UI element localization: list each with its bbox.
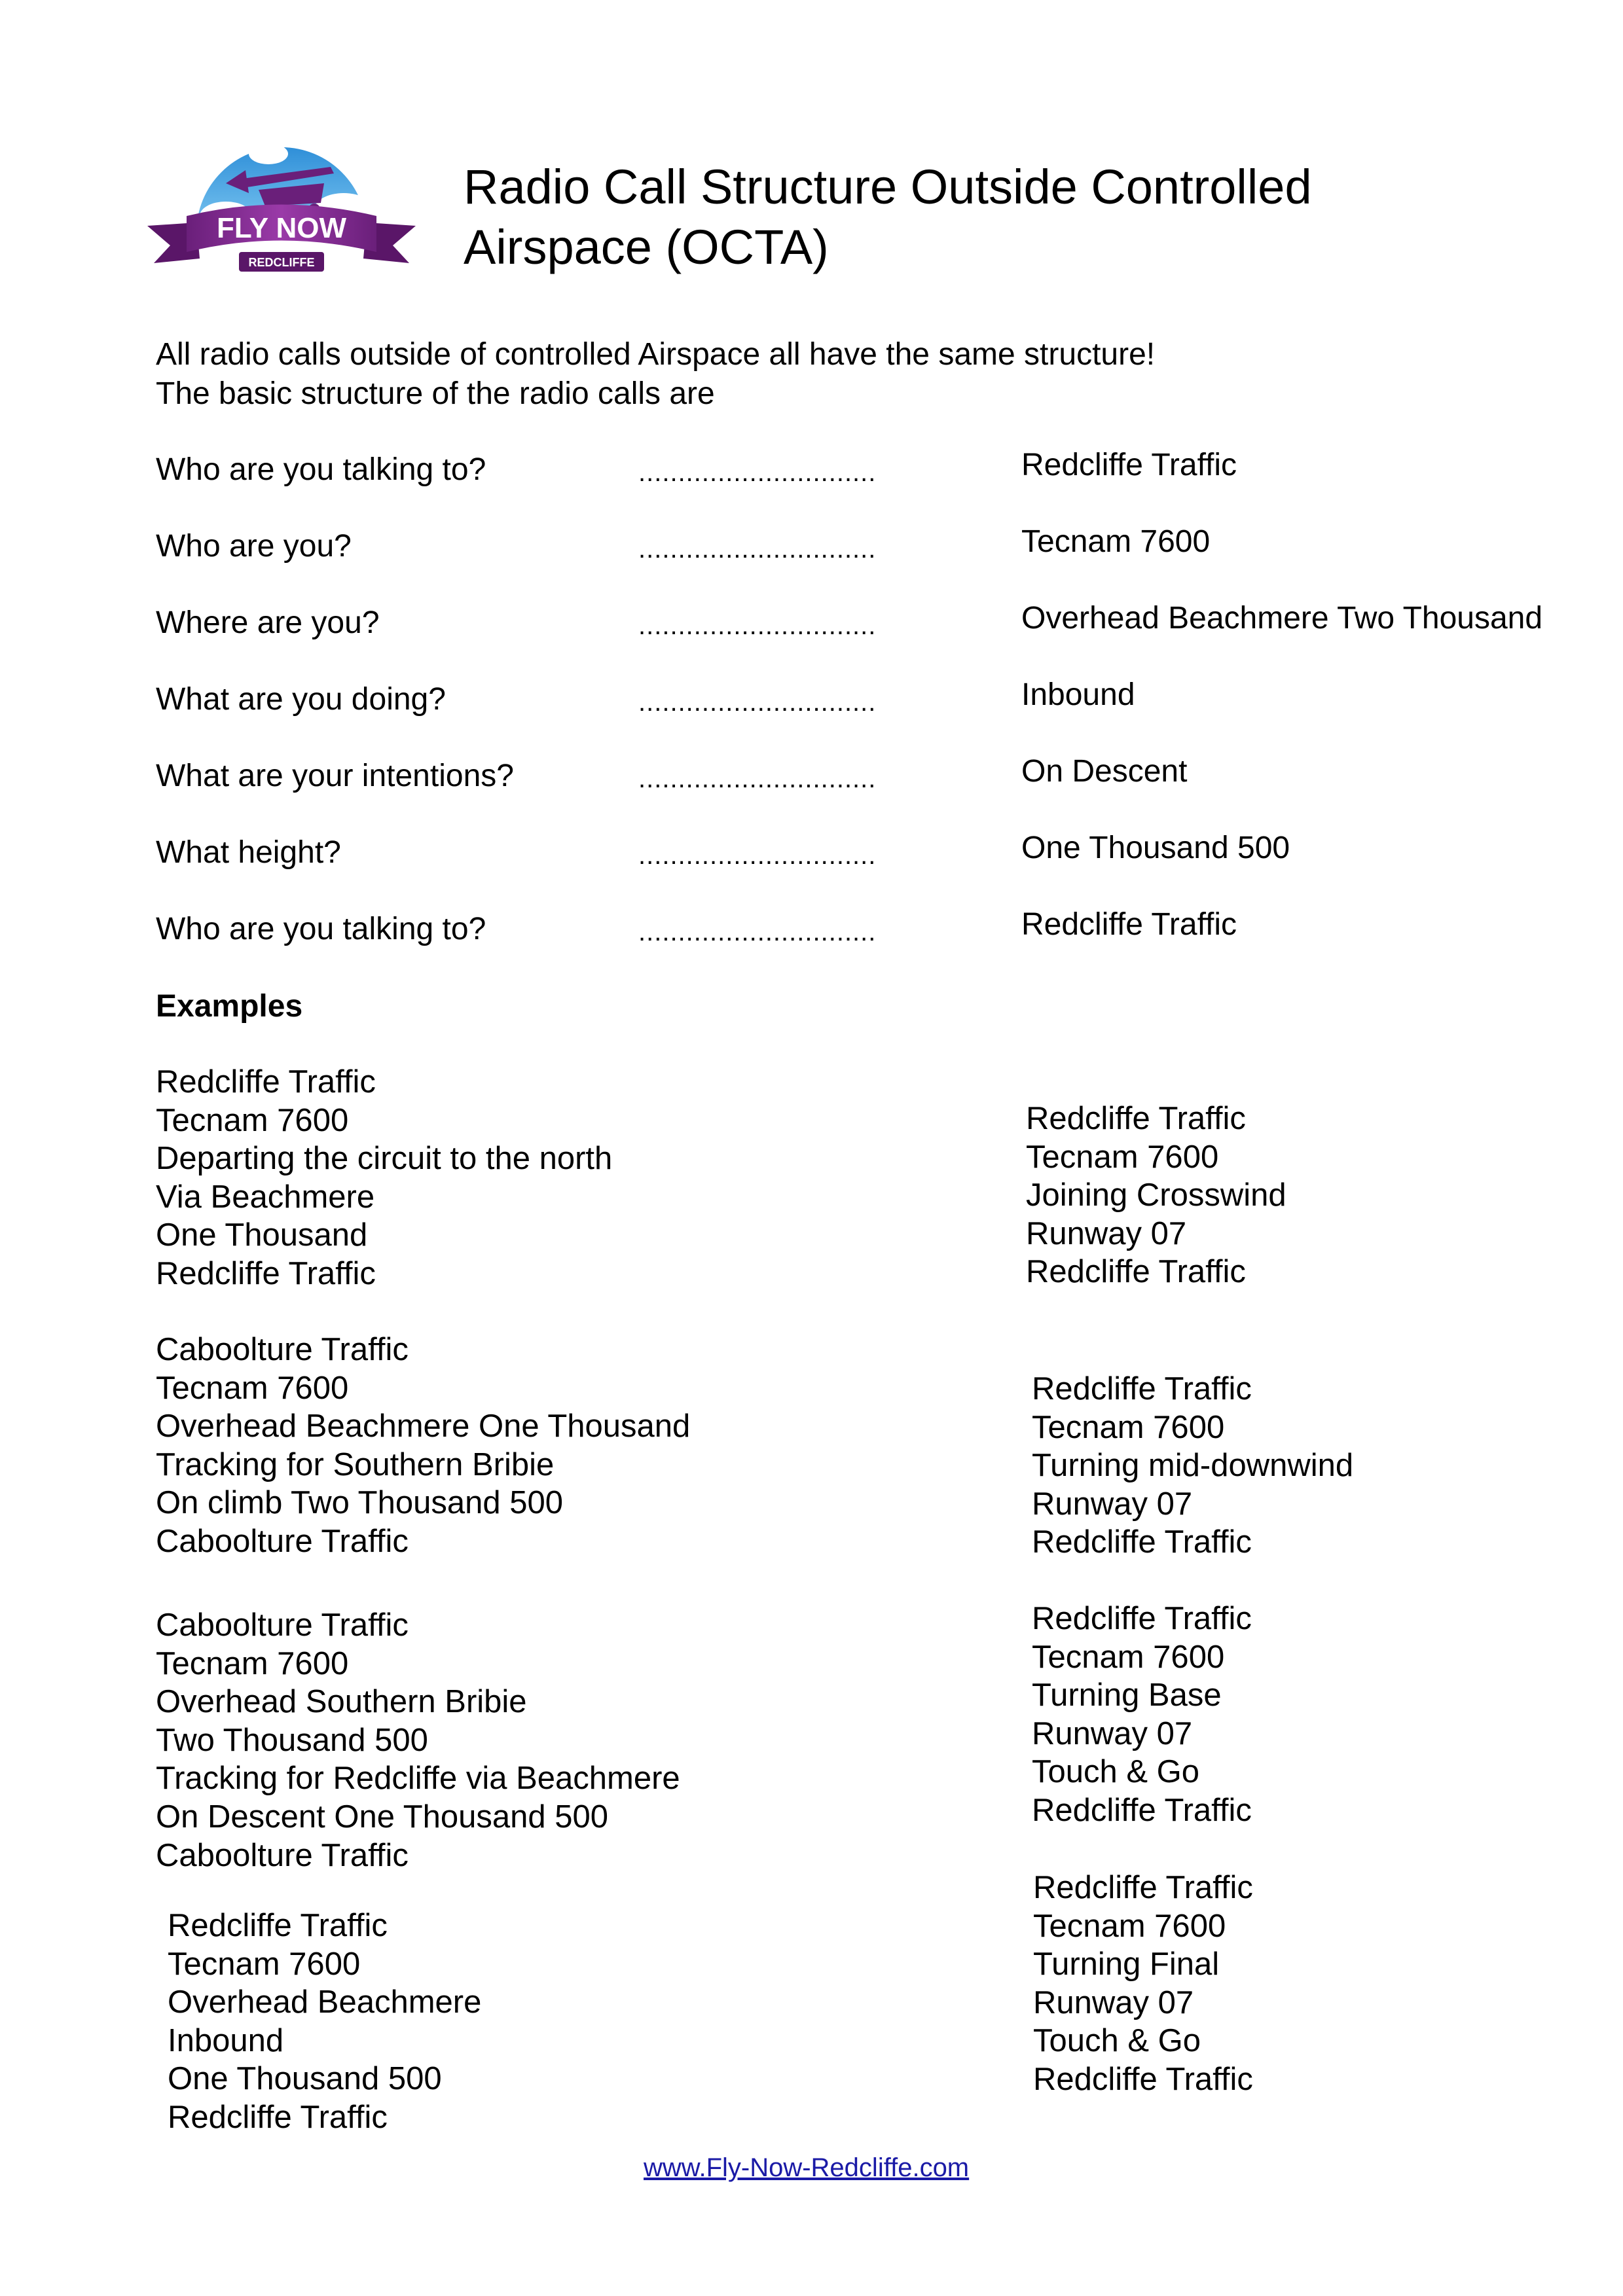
example-call-left-4 bbox=[168, 1907, 481, 2137]
call-line: Redcliffe Traffic bbox=[1032, 1524, 1252, 1560]
structure-dots: .............................. bbox=[638, 611, 877, 640]
call-line: Tecnam 7600 bbox=[1033, 1908, 1226, 1944]
structure-dots: .............................. bbox=[638, 458, 877, 487]
structure-answer: One Thousand 500 bbox=[1021, 831, 1290, 865]
call-line: Redcliffe Traffic bbox=[1033, 1870, 1253, 1905]
call-line: Two Thousand 500 bbox=[156, 1722, 428, 1758]
call-line: Tecnam 7600 bbox=[168, 1946, 361, 1982]
call-line: Inbound bbox=[168, 2022, 284, 2058]
structure-question: Who are you talking to? bbox=[156, 452, 486, 487]
call-line: Touch & Go bbox=[1032, 1754, 1200, 1790]
call-line: Tecnam 7600 bbox=[1032, 1639, 1225, 1675]
fly-now-logo bbox=[134, 118, 429, 281]
example-call-right-3 bbox=[1032, 1600, 1252, 1830]
website-link[interactable]: www.Fly-Now-Redcliffe.com bbox=[644, 2153, 970, 2182]
structure-question: Where are you? bbox=[156, 605, 380, 640]
call-line: Redcliffe Traffic bbox=[1032, 1792, 1252, 1828]
structure-dots: .............................. bbox=[638, 535, 877, 564]
structure-question: What height? bbox=[156, 835, 341, 870]
call-line: Departing the circuit to the north bbox=[156, 1141, 613, 1177]
structure-answer: On Descent bbox=[1021, 754, 1188, 789]
call-line: Tecnam 7600 bbox=[1026, 1139, 1219, 1175]
call-line: Joining Crosswind bbox=[1026, 1177, 1286, 1213]
structure-question: Who are you talking to? bbox=[156, 912, 486, 946]
call-line: Via Beachmere bbox=[156, 1179, 375, 1215]
structure-question: What are you doing? bbox=[156, 682, 446, 717]
call-line: Tecnam 7600 bbox=[156, 1102, 349, 1138]
intro-line: All radio calls outside of controlled Airspace all have the same structure! bbox=[156, 337, 1156, 372]
call-line: One Thousand bbox=[156, 1217, 368, 1253]
call-line: Turning Base bbox=[1032, 1677, 1222, 1713]
logo-graphic bbox=[134, 118, 429, 281]
logo-location-text: REDCLIFFE bbox=[248, 256, 315, 269]
call-line: Tracking for Redcliffe via Beachmere bbox=[156, 1761, 680, 1797]
call-line: On Descent One Thousand 500 bbox=[156, 1799, 609, 1835]
example-call-left-2 bbox=[156, 1331, 690, 1561]
call-line: Touch & Go bbox=[1033, 2023, 1201, 2059]
call-line: Caboolture Traffic bbox=[156, 1607, 409, 1643]
call-line: Tecnam 7600 bbox=[156, 1645, 349, 1681]
intro-line: The basic structure of the radio calls are bbox=[156, 376, 715, 411]
example-call-left-3 bbox=[156, 1606, 680, 1874]
call-line: Runway 07 bbox=[1032, 1715, 1193, 1751]
example-call-right-4 bbox=[1033, 1869, 1253, 2099]
structure-dots: .............................. bbox=[638, 688, 877, 717]
call-line: Overhead Southern Bribie bbox=[156, 1684, 527, 1720]
call-line: Caboolture Traffic bbox=[156, 1837, 409, 1873]
call-line: Redcliffe Traffic bbox=[168, 2099, 388, 2135]
call-line: Turning Final bbox=[1033, 1946, 1220, 1982]
call-line: Redcliffe Traffic bbox=[156, 1255, 376, 1291]
example-call-right-1 bbox=[1026, 1100, 1286, 1291]
intro-text bbox=[156, 335, 1155, 414]
call-line: Redcliffe Traffic bbox=[1026, 1254, 1246, 1290]
structure-answer: Tecnam 7600 bbox=[1021, 524, 1211, 559]
call-line: On climb Two Thousand 500 bbox=[156, 1485, 563, 1521]
call-line: Turning mid-downwind bbox=[1032, 1448, 1354, 1484]
call-line: Overhead Beachmere bbox=[168, 1984, 482, 2020]
call-line: Tracking for Southern Bribie bbox=[156, 1446, 555, 1482]
call-line: Runway 07 bbox=[1032, 1486, 1193, 1522]
call-line: One Thousand 500 bbox=[168, 2061, 442, 2097]
structure-question: What are your intentions? bbox=[156, 759, 514, 793]
structure-dots: .............................. bbox=[638, 841, 877, 870]
examples-heading: Examples bbox=[156, 989, 303, 1024]
call-line: Caboolture Traffic bbox=[156, 1332, 409, 1367]
call-line: Tecnam 7600 bbox=[1032, 1409, 1225, 1445]
call-line: Tecnam 7600 bbox=[156, 1370, 349, 1406]
call-line: Redcliffe Traffic bbox=[168, 1908, 388, 1943]
logo-brand-text: FLY NOW bbox=[216, 212, 347, 244]
call-line: Redcliffe Traffic bbox=[1026, 1101, 1246, 1136]
structure-answer: Inbound bbox=[1021, 677, 1135, 712]
call-line: Caboolture Traffic bbox=[156, 1523, 409, 1559]
structure-question: Who are you? bbox=[156, 529, 352, 564]
call-line: Runway 07 bbox=[1026, 1215, 1187, 1251]
call-line: Redcliffe Traffic bbox=[1033, 2061, 1253, 2097]
call-line: Overhead Beachmere One Thousand bbox=[156, 1408, 691, 1444]
call-line: Redcliffe Traffic bbox=[156, 1064, 376, 1100]
example-call-right-2 bbox=[1032, 1370, 1353, 1562]
structure-dots: .............................. bbox=[638, 918, 877, 946]
example-call-left-1 bbox=[156, 1063, 612, 1293]
structure-dots: .............................. bbox=[638, 764, 877, 793]
structure-answer: Redcliffe Traffic bbox=[1021, 448, 1237, 482]
call-line: Runway 07 bbox=[1033, 1984, 1194, 2020]
page-title: Radio Call Structure Outside Controlled Airspace (OCTA) bbox=[464, 160, 1312, 274]
structure-answer: Overhead Beachmere Two Thousand bbox=[1021, 601, 1543, 636]
call-line: Redcliffe Traffic bbox=[1032, 1601, 1252, 1636]
structure-answer: Redcliffe Traffic bbox=[1021, 907, 1237, 942]
call-line: Redcliffe Traffic bbox=[1032, 1371, 1252, 1407]
